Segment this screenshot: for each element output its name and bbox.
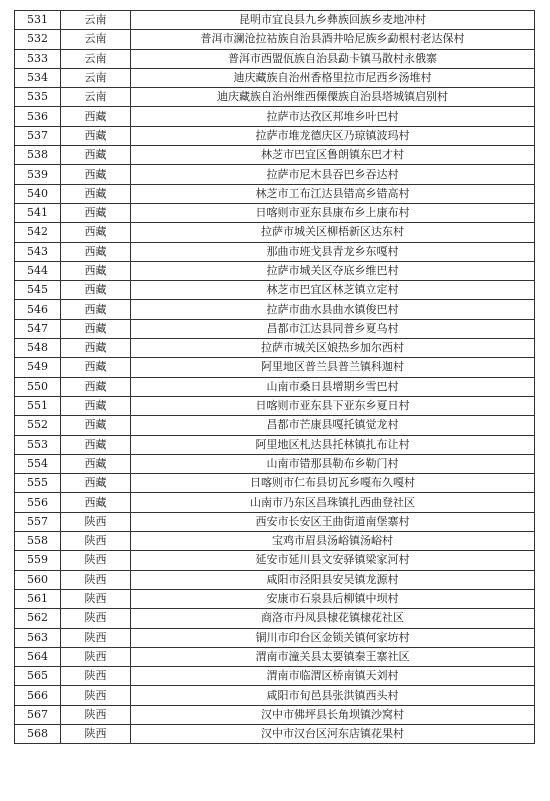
village-name-cell: 日喀则市亚东县下亚东乡夏日村	[131, 396, 535, 415]
province-cell: 西藏	[61, 339, 131, 358]
row-number-cell: 561	[15, 589, 61, 608]
province-cell: 陕西	[61, 570, 131, 589]
table-row	[15, 49, 535, 68]
village-name-cell: 拉萨市城关区娘热乡加尔西村	[131, 339, 535, 358]
row-number-cell: 546	[15, 300, 61, 319]
village-name-cell: 那曲市班戈县青龙乡东嘎村	[131, 242, 535, 261]
row-number-cell: 543	[15, 242, 61, 261]
province-cell: 西藏	[61, 358, 131, 377]
village-name-cell: 渭南市临渭区桥南镇天刘村	[131, 667, 535, 686]
province-cell: 陕西	[61, 551, 131, 570]
village-name-cell: 拉萨市城关区柳梧新区达东村	[131, 223, 535, 242]
province-cell: 陕西	[61, 512, 131, 531]
row-number-cell: 537	[15, 126, 61, 145]
province-cell: 西藏	[61, 107, 131, 126]
village-name-cell: 渭南市潼关县太要镇秦王寨社区	[131, 647, 535, 666]
province-cell: 陕西	[61, 532, 131, 551]
table-row	[15, 416, 535, 435]
table-row	[15, 203, 535, 222]
row-number-cell: 563	[15, 628, 61, 647]
table-row	[15, 30, 535, 49]
row-number-cell: 542	[15, 223, 61, 242]
row-number-cell: 545	[15, 281, 61, 300]
province-cell: 云南	[61, 11, 131, 30]
row-number-cell: 558	[15, 532, 61, 551]
row-number-cell: 555	[15, 474, 61, 493]
village-name-cell: 拉萨市曲水县曲水镇俊巴村	[131, 300, 535, 319]
province-cell: 云南	[61, 88, 131, 107]
row-number-cell: 541	[15, 203, 61, 222]
row-number-cell: 533	[15, 49, 61, 68]
village-name-cell: 普洱市西盟佤族自治县勐卡镇马散村永俄寨	[131, 49, 535, 68]
table-row	[15, 261, 535, 280]
table-body	[15, 11, 535, 744]
province-cell: 西藏	[61, 396, 131, 415]
village-name-cell: 延安市延川县文安驿镇梁家河村	[131, 551, 535, 570]
province-cell: 西藏	[61, 146, 131, 165]
province-cell: 西藏	[61, 126, 131, 145]
row-number-cell: 547	[15, 319, 61, 338]
row-number-cell: 544	[15, 261, 61, 280]
row-number-cell: 538	[15, 146, 61, 165]
row-number-cell: 532	[15, 30, 61, 49]
row-number-cell: 539	[15, 165, 61, 184]
province-cell: 陕西	[61, 647, 131, 666]
table-row	[15, 589, 535, 608]
village-name-cell: 山南市乃东区昌珠镇扎西曲登社区	[131, 493, 535, 512]
village-name-cell: 日喀则市仁布县切瓦乡嘎布久嘎村	[131, 474, 535, 493]
province-cell: 西藏	[61, 165, 131, 184]
village-name-cell: 昌都市江达县同普乡夏乌村	[131, 319, 535, 338]
row-number-cell: 559	[15, 551, 61, 570]
table-row	[15, 358, 535, 377]
row-number-cell: 557	[15, 512, 61, 531]
village-name-cell: 迪庆藏族自治州维西傈僳族自治县塔城镇启别村	[131, 88, 535, 107]
table-row	[15, 532, 535, 551]
table-row	[15, 242, 535, 261]
row-number-cell: 556	[15, 493, 61, 512]
table-row	[15, 628, 535, 647]
village-name-cell: 迪庆藏族自治州香格里拉市尼西乡汤堆村	[131, 68, 535, 87]
province-cell: 西藏	[61, 319, 131, 338]
row-number-cell: 565	[15, 667, 61, 686]
village-name-cell: 林芝市巴宜区鲁朗镇东巴才村	[131, 146, 535, 165]
table-row	[15, 667, 535, 686]
table-row	[15, 223, 535, 242]
village-name-cell: 山南市错那县勒布乡勒门村	[131, 454, 535, 473]
table-row	[15, 339, 535, 358]
village-name-cell: 普洱市澜沧拉祜族自治县酒井哈尼族乡勐根村老达保村	[131, 30, 535, 49]
row-number-cell: 560	[15, 570, 61, 589]
province-cell: 西藏	[61, 203, 131, 222]
table-row	[15, 88, 535, 107]
row-number-cell: 552	[15, 416, 61, 435]
province-cell: 陕西	[61, 667, 131, 686]
village-name-cell: 咸阳市旬邑县张洪镇西头村	[131, 686, 535, 705]
row-number-cell: 550	[15, 377, 61, 396]
table-row	[15, 724, 535, 743]
province-cell: 陕西	[61, 609, 131, 628]
village-name-cell: 汉中市佛坪县长角坝镇沙窝村	[131, 705, 535, 724]
table-row	[15, 686, 535, 705]
province-cell: 西藏	[61, 416, 131, 435]
table-row	[15, 146, 535, 165]
row-number-cell: 566	[15, 686, 61, 705]
row-number-cell: 536	[15, 107, 61, 126]
province-cell: 西藏	[61, 300, 131, 319]
table-row	[15, 647, 535, 666]
village-name-cell: 安康市石泉县后柳镇中坝村	[131, 589, 535, 608]
row-number-cell: 548	[15, 339, 61, 358]
village-name-cell: 拉萨市堆龙德庆区乃琼镇波玛村	[131, 126, 535, 145]
village-name-cell: 拉萨市城关区夺底乡维巴村	[131, 261, 535, 280]
table-row	[15, 68, 535, 87]
table-row	[15, 396, 535, 415]
table-row	[15, 570, 535, 589]
province-cell: 西藏	[61, 493, 131, 512]
village-list-document	[14, 10, 534, 744]
province-cell: 陕西	[61, 589, 131, 608]
table-row	[15, 165, 535, 184]
province-cell: 西藏	[61, 377, 131, 396]
table-row	[15, 184, 535, 203]
village-name-cell: 昆明市宜良县九乡彝族回族乡麦地冲村	[131, 11, 535, 30]
table-row	[15, 377, 535, 396]
table-row	[15, 11, 535, 30]
province-cell: 西藏	[61, 454, 131, 473]
table-row	[15, 126, 535, 145]
province-cell: 陕西	[61, 705, 131, 724]
province-cell: 西藏	[61, 184, 131, 203]
table-row	[15, 705, 535, 724]
row-number-cell: 540	[15, 184, 61, 203]
village-name-cell: 日喀则市亚东县康布乡上康布村	[131, 203, 535, 222]
province-cell: 陕西	[61, 724, 131, 743]
table-row	[15, 281, 535, 300]
row-number-cell: 531	[15, 11, 61, 30]
village-name-cell: 林芝市工布江达县错高乡错高村	[131, 184, 535, 203]
table-row	[15, 454, 535, 473]
village-name-cell: 阿里地区普兰县普兰镇科迦村	[131, 358, 535, 377]
village-name-cell: 铜川市印台区金锁关镇何家坊村	[131, 628, 535, 647]
row-number-cell: 564	[15, 647, 61, 666]
province-cell: 西藏	[61, 474, 131, 493]
village-name-cell: 拉萨市尼木县吞巴乡吞达村	[131, 165, 535, 184]
province-cell: 西藏	[61, 223, 131, 242]
village-name-cell: 昌都市芒康县嘎托镇觉龙村	[131, 416, 535, 435]
table-row	[15, 493, 535, 512]
province-cell: 云南	[61, 30, 131, 49]
row-number-cell: 568	[15, 724, 61, 743]
table-row	[15, 300, 535, 319]
table-row	[15, 474, 535, 493]
village-name-cell: 咸阳市泾阳县安吴镇龙源村	[131, 570, 535, 589]
village-name-cell: 拉萨市达孜区邦堆乡叶巴村	[131, 107, 535, 126]
row-number-cell: 553	[15, 435, 61, 454]
village-name-cell: 西安市长安区王曲街道南堡寨村	[131, 512, 535, 531]
province-cell: 陕西	[61, 686, 131, 705]
row-number-cell: 551	[15, 396, 61, 415]
village-name-cell: 宝鸡市眉县汤峪镇汤峪村	[131, 532, 535, 551]
province-cell: 西藏	[61, 261, 131, 280]
village-name-cell: 山南市桑日县增期乡雪巴村	[131, 377, 535, 396]
row-number-cell: 567	[15, 705, 61, 724]
table-row	[15, 107, 535, 126]
province-cell: 西藏	[61, 281, 131, 300]
village-name-cell: 林芝市巴宜区林芝镇立定村	[131, 281, 535, 300]
row-number-cell: 535	[15, 88, 61, 107]
province-cell: 西藏	[61, 435, 131, 454]
village-name-cell: 商洛市丹凤县棣花镇棣花社区	[131, 609, 535, 628]
row-number-cell: 549	[15, 358, 61, 377]
province-cell: 云南	[61, 49, 131, 68]
province-cell: 西藏	[61, 242, 131, 261]
row-number-cell: 534	[15, 68, 61, 87]
table-row	[15, 609, 535, 628]
village-name-cell: 阿里地区札达县托林镇扎布让村	[131, 435, 535, 454]
province-cell: 陕西	[61, 628, 131, 647]
table-row	[15, 551, 535, 570]
village-name-cell: 汉中市汉台区河东店镇花果村	[131, 724, 535, 743]
row-number-cell: 554	[15, 454, 61, 473]
village-table	[14, 10, 535, 744]
table-row	[15, 435, 535, 454]
province-cell: 云南	[61, 68, 131, 87]
table-row	[15, 512, 535, 531]
table-row	[15, 319, 535, 338]
row-number-cell: 562	[15, 609, 61, 628]
